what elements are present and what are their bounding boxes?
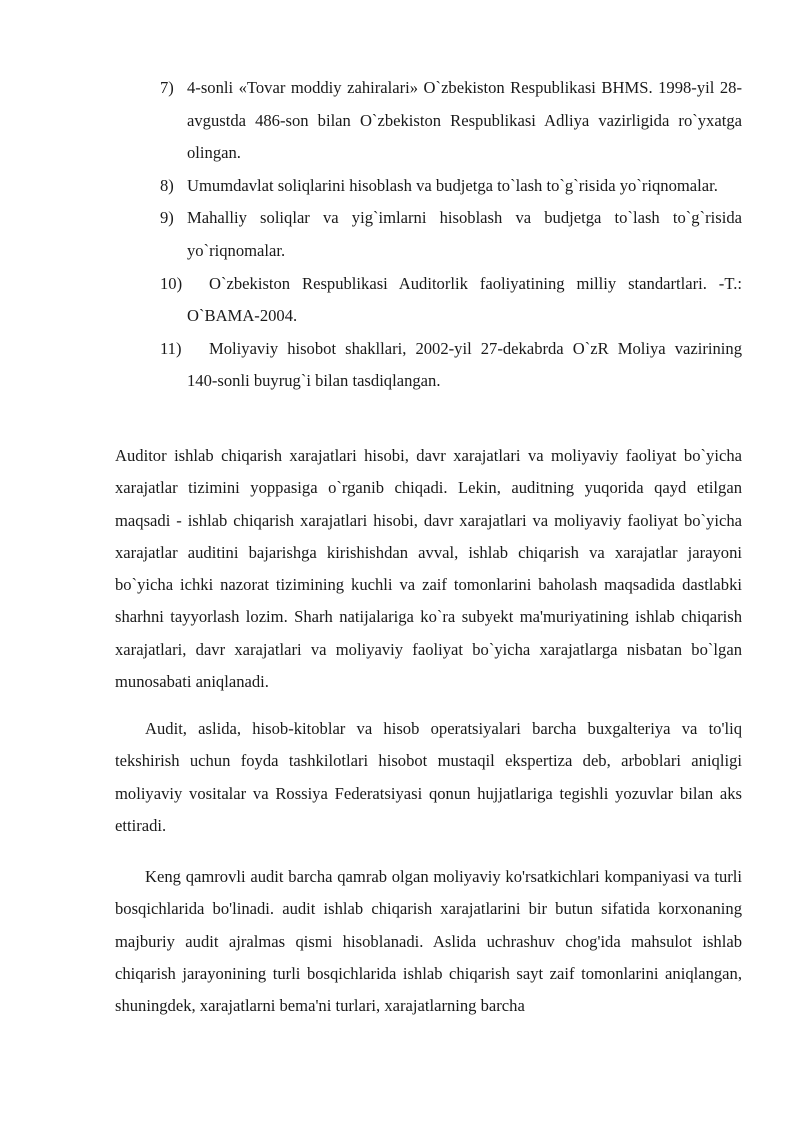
reference-item-9 <box>160 202 742 267</box>
reference-text: Mahalliy soliqlar va yig`imlarni hisoblash va budjetga to`lash to`g`risida yo`riqnomalar. <box>187 208 742 260</box>
reference-text: O`zbekiston Respublikasi Auditorlik faoliyatining milliy standartlari. -T.: O`BAMA-2004. <box>187 273 742 326</box>
reference-number: 11) <box>160 338 182 358</box>
reference-list <box>160 72 742 398</box>
reference-text: Umumdavlat soliqlarini hisoblash va budjetga to`lash to`g`risida yo`riqnomalar. <box>187 175 718 195</box>
reference-item-8 <box>160 170 742 203</box>
reference-item-7 <box>160 72 742 170</box>
reference-text: Moliyaviy hisobot shakllari, 2002-yil 27-dekabrda O`zR Moliya vazirining 140-sonli buyrug`i bilan tasdiqlangan. <box>187 338 742 391</box>
reference-number: 9) <box>160 208 174 228</box>
body-paragraph: Audit, aslida, hisob-kitoblar va hisob operatsiyalari barcha buxgalteriya va to'liq tekshirish uchun foyda tashkilotlari hisobot mustaqil ekspertiza deb, arboblari aniqligi moliyaviy vositalar va Rossiya Federatsiyasi qonun hujjatlariga tegishli yozuvlar bilan aks ettiradi. <box>115 719 742 835</box>
reference-number: 7) <box>160 78 174 97</box>
reference-text: 4-sonli «Tovar moddiy zahiralari» O`zbekiston Respublikasi BHMS. 1998-yil 28-avgustda 486-son bilan O`zbekiston Respublikasi Adliya vazirligida ro`yxatga olingan. <box>187 78 742 163</box>
reference-item-11 <box>160 333 742 398</box>
reference-item-10 <box>160 268 742 333</box>
reference-number: 8) <box>160 175 174 195</box>
body-paragraph: Keng qamrovli audit barcha qamrab olgan moliyaviy ko'rsatkichlari kompaniyasi va turli bosqichlarida bo'linadi. audit ishlab chiqarish xarajatlarini bir butun sifatida korxonaning majburiy audit ajralmas qismi hisoblanadi. Aslida uchrashuv chog'ida mahsulot ishlab chiqarish jarayonining turli bosqichlarida ishlab chiqarish sayt zaif tomonlarini aniqlangan, shuningdek, xarajatlarni bema'ni turlari, xarajatlarning barcha <box>115 867 742 1016</box>
reference-number: 10) <box>160 273 183 293</box>
body-paragraph: Auditor ishlab chiqarish xarajatlari hisobi, davr xarajatlari va moliyaviy faoliyat bo`yicha xarajatlar tizimini yoppasiga o`rganib chiqadi. Lekin, auditning yuqorida qayd etilgan maqsadi - ishlab chiqarish xarajatlari hisobi, davr xarajatlari va moliyaviy faoliyat bo`yicha xarajatlar auditini bajarishga kirishishdan avval, ishlab chiqarish va xarajatlar jarayoni bo`yicha ichki nazorat tizimining kuchli va zaif tomonlarini baholash maqsadida dastlabki sharhni tayyorlash lozim. Sharh natijalariga ko`ra subyekt ma'muriyatining ishlab chiqarish xarajatlari, davr xarajatlari va moliyaviy faoliyat bo`yicha xarajatlarga nisbatan bo`lgan munosabati aniqlanadi. <box>115 446 742 692</box>
